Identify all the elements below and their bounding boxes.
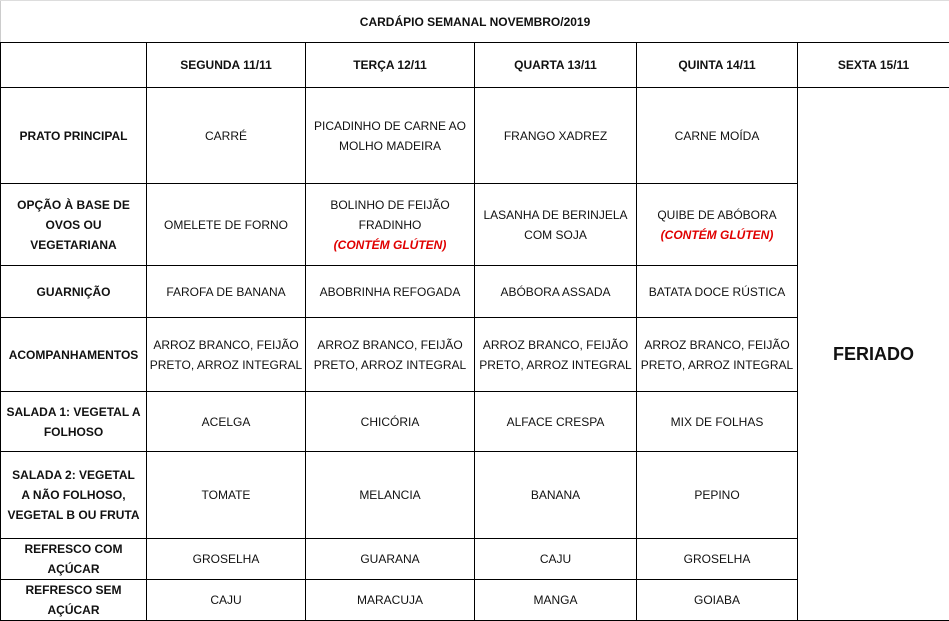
menu-cell xyxy=(147,392,306,452)
gluten-warning: (CONTÉM GLÚTEN) xyxy=(308,235,472,255)
menu-item-text: GOIABA xyxy=(694,593,740,607)
menu-cell xyxy=(306,539,475,580)
row-label: ACOMPANHAMENTOS xyxy=(1,318,147,392)
menu-item-text: LASANHA DE BERINJELA COM SOJA xyxy=(483,208,627,242)
menu-item-text: ALFACE CRESPA xyxy=(507,415,605,429)
menu-item-text: FRANGO XADREZ xyxy=(504,129,607,143)
menu-cell xyxy=(475,539,637,580)
menu-cell xyxy=(306,392,475,452)
menu-cell xyxy=(637,539,798,580)
menu-cell xyxy=(637,580,798,621)
menu-cell xyxy=(637,184,798,266)
menu-item-text: GROSELHA xyxy=(193,552,260,566)
menu-item-text: ARROZ BRANCO, FEIJÃO PRETO, ARROZ INTEGRAL xyxy=(641,338,793,372)
menu-cell xyxy=(147,539,306,580)
menu-item-text: MELANCIA xyxy=(359,488,420,502)
menu-item-text: CARRÉ xyxy=(205,129,247,143)
menu-cell xyxy=(306,580,475,621)
menu-item-text: ABOBRINHA REFOGADA xyxy=(320,285,461,299)
menu-item-text: BANANA xyxy=(531,488,580,502)
row-label: GUARNIÇÃO xyxy=(1,266,147,318)
table-title: CARDÁPIO SEMANAL NOVEMBRO/2019 xyxy=(1,1,949,43)
menu-item-text: BATATA DOCE RÚSTICA xyxy=(649,285,785,299)
table-row xyxy=(1,88,949,184)
menu-item-text: OMELETE DE FORNO xyxy=(164,218,288,232)
menu-cell xyxy=(147,318,306,392)
menu-cell xyxy=(147,88,306,184)
menu-cell xyxy=(637,266,798,318)
menu-cell xyxy=(306,318,475,392)
menu-cell xyxy=(475,452,637,539)
row-label: SALADA 2: VEGETAL A NÃO FOLHOSO, VEGETAL B OU FRUTA xyxy=(1,452,147,539)
menu-cell xyxy=(147,266,306,318)
row-label: REFRESCO COM AÇÚCAR xyxy=(1,539,147,580)
menu-cell xyxy=(637,392,798,452)
menu-item-text: ARROZ BRANCO, FEIJÃO PRETO, ARROZ INTEGRAL xyxy=(479,338,631,372)
menu-cell xyxy=(306,266,475,318)
row-label: PRATO PRINCIPAL xyxy=(1,88,147,184)
menu-item-text: CHICÓRIA xyxy=(361,415,420,429)
menu-item-text: MANGA xyxy=(533,593,577,607)
gluten-warning: (CONTÉM GLÚTEN) xyxy=(639,225,795,245)
menu-cell xyxy=(147,452,306,539)
menu-item-text: TOMATE xyxy=(202,488,251,502)
holiday-cell: FERIADO xyxy=(798,88,949,621)
menu-cell xyxy=(637,318,798,392)
menu-item-text: MIX DE FOLHAS xyxy=(671,415,764,429)
menu-item-text: PICADINHO DE CARNE AO MOLHO MADEIRA xyxy=(314,119,466,153)
menu-cell xyxy=(475,392,637,452)
menu-cell xyxy=(637,88,798,184)
row-label: SALADA 1: VEGETAL A FOLHOSO xyxy=(1,392,147,452)
header-day: QUARTA 13/11 xyxy=(475,43,637,88)
menu-item-text: GUARANA xyxy=(360,552,419,566)
menu-item-text: CAJU xyxy=(540,552,571,566)
header-day: TERÇA 12/11 xyxy=(306,43,475,88)
menu-item-text: ABÓBORA ASSADA xyxy=(500,285,610,299)
menu-cell xyxy=(475,184,637,266)
menu-item-text: FAROFA DE BANANA xyxy=(166,285,285,299)
header-day: QUINTA 14/11 xyxy=(637,43,798,88)
menu-item-text: MARACUJA xyxy=(357,593,423,607)
menu-cell xyxy=(475,318,637,392)
menu-cell xyxy=(306,184,475,266)
menu-item-text: ACELGA xyxy=(202,415,251,429)
menu-item-text: ARROZ BRANCO, FEIJÃO PRETO, ARROZ INTEGRAL xyxy=(150,338,302,372)
header-day: SEXTA 15/11 xyxy=(798,43,949,88)
row-label: REFRESCO SEM AÇÚCAR xyxy=(1,580,147,621)
row-label: OPÇÃO À BASE DE OVOS OU VEGETARIANA xyxy=(1,184,147,266)
menu-cell xyxy=(637,452,798,539)
menu-item-text: PEPINO xyxy=(694,488,739,502)
menu-cell xyxy=(475,580,637,621)
menu-item-text: CARNE MOÍDA xyxy=(675,129,760,143)
header-row xyxy=(1,43,949,88)
menu-item-text: GROSELHA xyxy=(684,552,751,566)
header-empty xyxy=(1,43,147,88)
menu-item-text: CAJU xyxy=(210,593,241,607)
menu-cell xyxy=(475,88,637,184)
menu-item-text: QUIBE DE ABÓBORA xyxy=(657,208,776,222)
header-day: SEGUNDA 11/11 xyxy=(147,43,306,88)
menu-cell xyxy=(306,88,475,184)
menu-cell xyxy=(147,580,306,621)
menu-cell xyxy=(147,184,306,266)
menu-item-text: ARROZ BRANCO, FEIJÃO PRETO, ARROZ INTEGRAL xyxy=(314,338,466,372)
menu-item-text: BOLINHO DE FEIJÃO FRADINHO xyxy=(330,198,449,232)
menu-cell xyxy=(306,452,475,539)
menu-cell xyxy=(475,266,637,318)
